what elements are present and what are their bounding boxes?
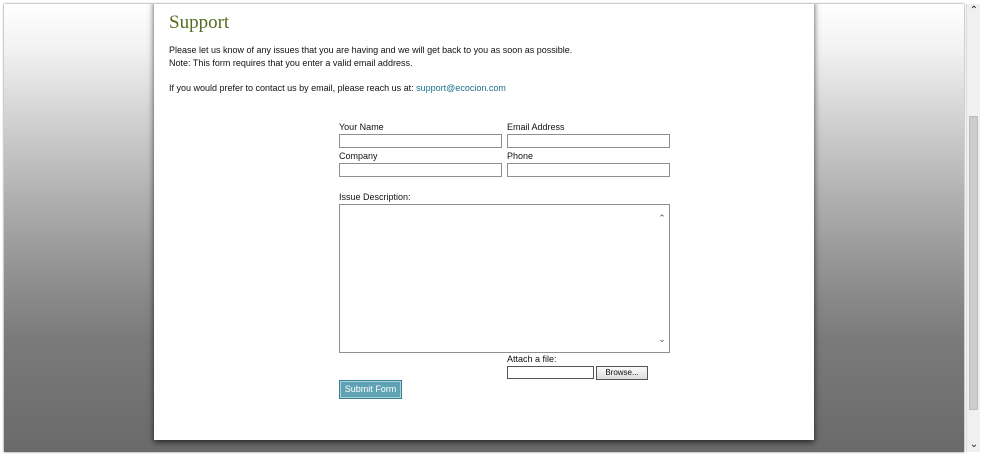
intro-line-1: Please let us know of any issues that you are having and we will get back to you as soon as possible.: [169, 45, 573, 55]
file-path-input[interactable]: [507, 366, 594, 379]
phone-label: Phone: [507, 151, 534, 161]
support-email-link[interactable]: support@ecocion.com: [416, 83, 506, 93]
chevron-down-icon[interactable]: ⌄: [658, 334, 666, 344]
company-label: Company: [339, 151, 378, 161]
email-address-input[interactable]: [507, 134, 670, 148]
your-name-input[interactable]: [339, 134, 502, 148]
attach-file-label: Attach a file:: [507, 354, 557, 364]
chevron-down-icon[interactable]: ⌄: [969, 439, 979, 450]
support-page: [154, 4, 814, 440]
chevron-up-icon[interactable]: ⌃: [658, 213, 666, 223]
company-input[interactable]: [339, 163, 502, 177]
page-title: Support: [169, 12, 230, 33]
intro-line-2: Note: This form requires that you enter a valid email address.: [169, 58, 413, 68]
browser-viewport: [4, 4, 964, 452]
contact-prefix: If you would prefer to contact us by email, please reach us at:: [169, 83, 414, 93]
email-address-label: Email Address: [507, 122, 565, 132]
vertical-scrollbar[interactable]: [966, 4, 980, 452]
submit-form-button[interactable]: Submit Form: [339, 380, 402, 399]
scrollbar-thumb[interactable]: [969, 116, 978, 410]
issue-description-label: Issue Description:: [339, 192, 411, 202]
your-name-label: Your Name: [339, 122, 384, 132]
browse-button[interactable]: Browse...: [596, 366, 648, 380]
chevron-up-icon[interactable]: ⌃: [969, 5, 979, 16]
intro-text: [169, 44, 769, 70]
phone-input[interactable]: [507, 163, 670, 177]
contact-line: [169, 83, 506, 93]
issue-description-textarea[interactable]: [339, 204, 670, 353]
